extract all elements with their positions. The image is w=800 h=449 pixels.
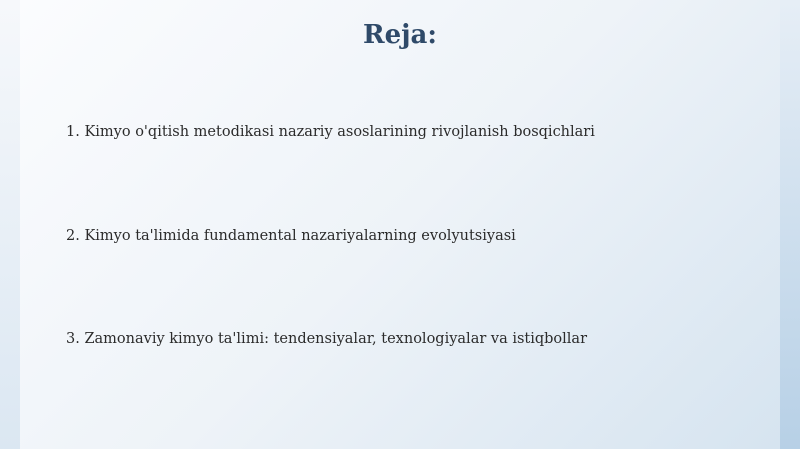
right-margin-strip — [780, 0, 800, 449]
plan-item-2: 2. Kimyo ta'limida fundamental nazariyalarning evolyutsiyasi — [66, 228, 516, 244]
slide-title: Reja: — [362, 20, 437, 50]
left-margin-strip — [0, 0, 20, 449]
plan-item-3: 3. Zamonaviy kimyo ta'limi: tendensiyalar, texnologiyalar va istiqbollar — [66, 331, 588, 347]
plan-item-1: 1. Kimyo o'qitish metodikasi nazariy asoslarining rivojlanish bosqichlari — [66, 124, 595, 140]
presentation-slide — [20, 0, 780, 449]
